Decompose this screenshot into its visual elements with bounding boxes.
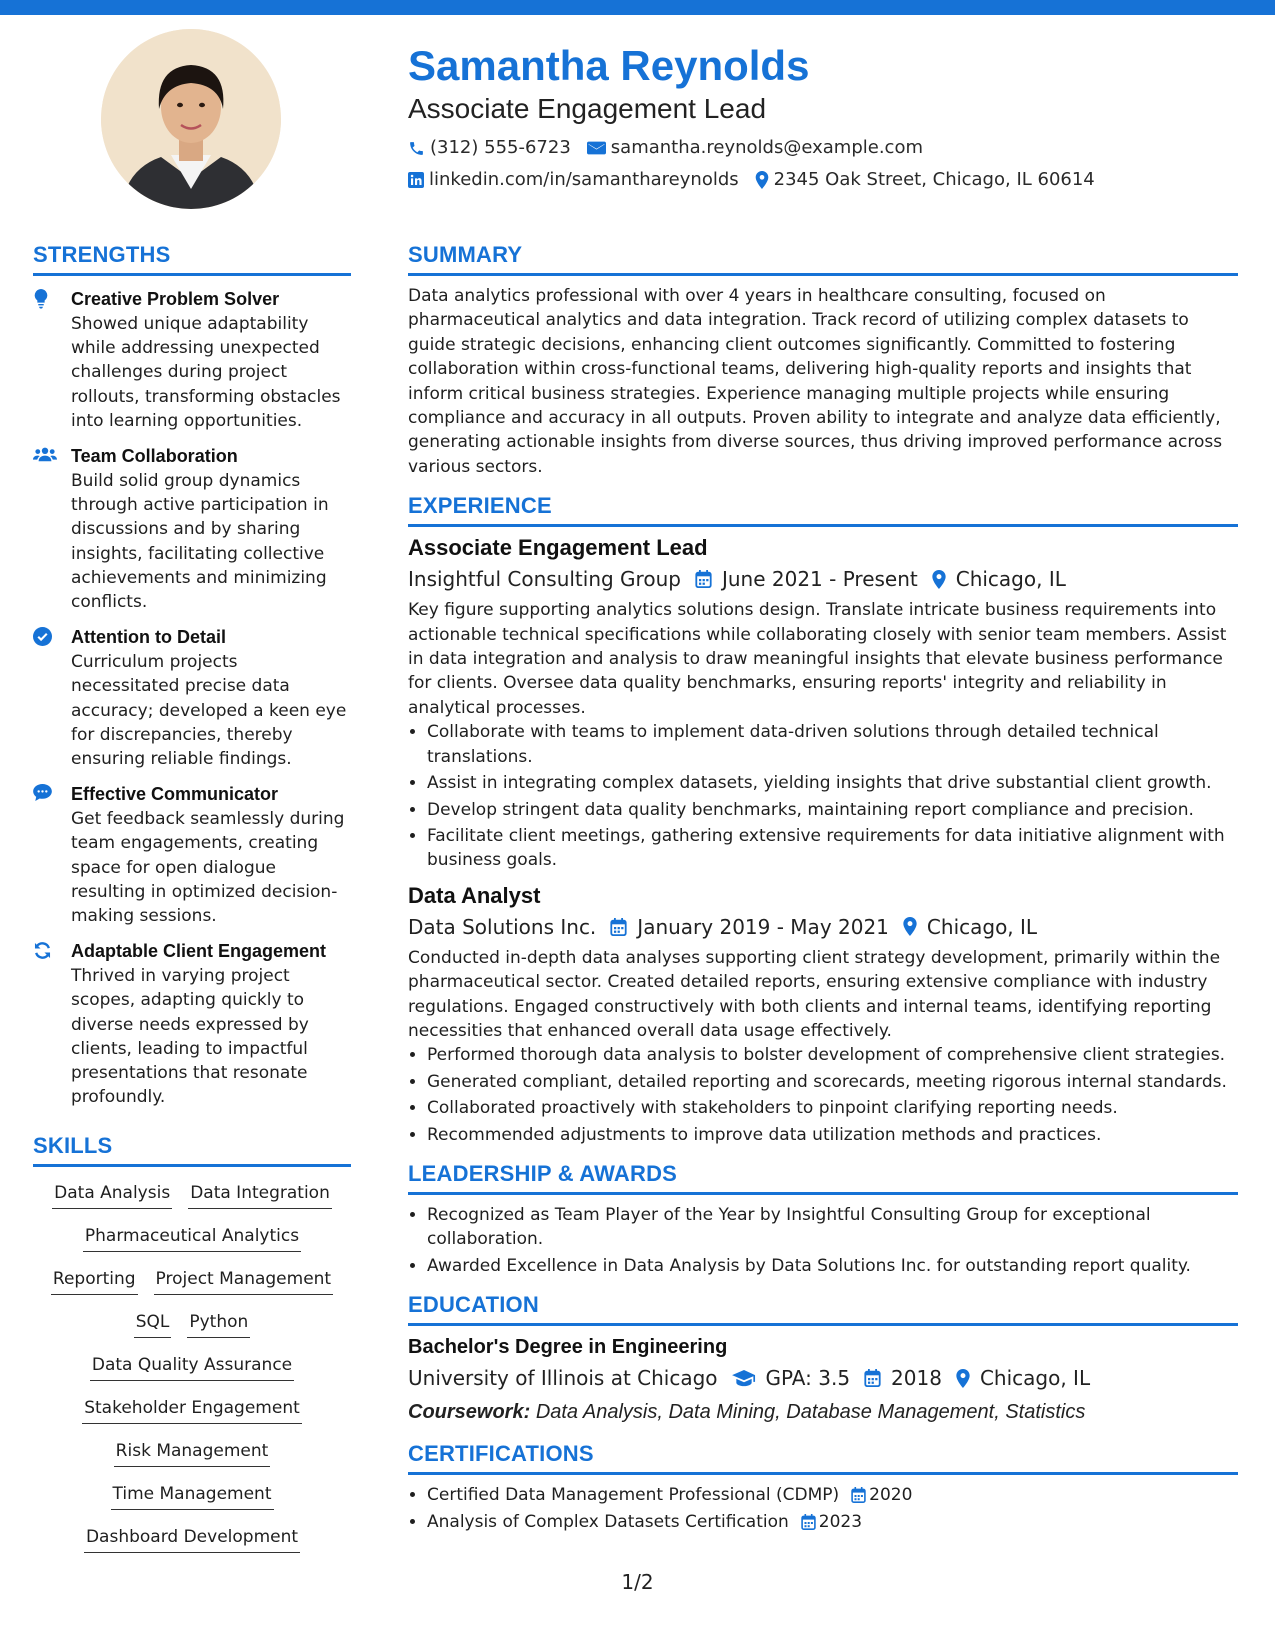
list-item: • Develop stringent data quality benchmarks, maintaining report compliance and precision. [427, 798, 1238, 822]
strength-desc: Curriculum projects necessitated precise data accuracy; developed a keen eye for discrepancies, thereby ensuring reliable findings. [71, 652, 347, 770]
awards-list [408, 1203, 1238, 1278]
skill-tag: Project Management [154, 1267, 334, 1295]
job-dates: June 2021 - Present [721, 567, 918, 592]
strength-item [33, 444, 351, 614]
resume-header [408, 40, 1238, 196]
address-text: 2345 Oak Street, Chicago, IL 60614 [773, 169, 1095, 190]
list-item [427, 1483, 1238, 1507]
list-item: • Awarded Excellence in Data Analysis by Data Solutions Inc. for outstanding report quality. [427, 1254, 1238, 1278]
linkedin-contact[interactable] [408, 164, 739, 196]
right-column [408, 242, 1238, 1536]
job-company: Insightful Consulting Group [408, 567, 681, 592]
strength-title: Effective Communicator [71, 784, 279, 805]
job-meta [408, 564, 1238, 594]
list-item: • Facilitate client meetings, gathering extensive requirements for data initiative alignment with business goals. [427, 824, 1238, 873]
check-circle-icon [33, 627, 52, 646]
education-heading: EDUCATION [408, 1292, 1238, 1326]
refresh-icon [33, 941, 52, 960]
job-bullets [408, 1043, 1238, 1147]
job-company: Data Solutions Inc. [408, 914, 597, 939]
top-accent-bar [0, 0, 1275, 15]
skill-tag: Reporting [51, 1267, 138, 1295]
job-meta [408, 912, 1238, 942]
list-item: • Recognized as Team Player of the Year by Insightful Consulting Group for exceptional collaboration. [427, 1203, 1238, 1252]
strength-title: Attention to Detail [71, 627, 226, 648]
graduation-year: 2018 [891, 1366, 942, 1391]
strength-item [33, 625, 351, 771]
job-description: Key figure supporting analytics solutions design. Translate intricate business requirements into actionable technical specifications while collaborating closely with senior team members. Assist in data integration and analysis to draw meaningful insights that elevate business performance for clients. Oversee data quality benchmarks, ensuring reports' integrity and reliability in analytical processes. [408, 600, 1227, 718]
users-icon [33, 446, 57, 462]
strength-desc: Thrived in varying project scopes, adapting quickly to diverse needs expressed by clients, leading to impactful presentations that resonate profoundly. [71, 966, 309, 1108]
skills-heading: SKILLS [33, 1133, 351, 1167]
map-pin-icon [932, 570, 946, 589]
calendar-icon [801, 1514, 816, 1530]
list-item: • Collaborate with teams to implement data-driven solutions through detailed technical translations. [427, 720, 1238, 769]
list-item: • Assist in integrating complex datasets, yielding insights that drive substantial client growth. [427, 771, 1238, 795]
skill-tag: Pharmaceutical Analytics [83, 1224, 301, 1252]
linkedin-text: linkedin.com/in/samanthareynolds [429, 169, 739, 190]
graduation-cap-icon [732, 1370, 756, 1387]
address-contact [755, 164, 1095, 196]
job-entry [408, 881, 1238, 1147]
envelope-icon [587, 140, 606, 156]
coursework-list: Data Analysis, Data Mining, Database Management, Statistics [535, 1401, 1086, 1424]
certification-name: • Analysis of Complex Datasets Certification [427, 1511, 789, 1532]
calendar-icon [864, 1369, 881, 1387]
job-description: Conducted in-depth data analyses supporting client strategy development, primarily within the pharmaceutical sector. Created detailed reports, ensuring extensive compliance with industry regulations. Engaged constructively with both clients and internal teams, identifying reporting necessities that enhanced overall data usage effectively. [408, 947, 1221, 1041]
job-location: Chicago, IL [926, 914, 1038, 939]
job-entry [408, 533, 1238, 872]
list-item: • Performed thorough data analysis to bolster development of comprehensive client strategies. [427, 1043, 1238, 1067]
certifications-list [408, 1483, 1238, 1534]
map-pin-icon [956, 1369, 970, 1388]
job-title: Data Analyst [408, 882, 541, 908]
summary-text: Data analytics professional with over 4 years in healthcare consulting, focused on pharmaceutical analytics and data integration. Track record of utilizing complex datasets to guide strategic decisions, enhancing client outcomes significantly. Committed to fostering collaboration within cross-functional teams, delivering high-quality reports and insights that inform critical business strategies. Experience managing multiple projects while ensuring compliance and accuracy in all outputs. Proven ability to integrate and analyze data efficiently, generating actionable insights from diverse sources, thus driving improved performance across various sectors. [408, 286, 1223, 477]
calendar-icon [695, 570, 712, 588]
degree-title: Bachelor's Degree in Engineering [408, 1336, 728, 1359]
experience-heading: EXPERIENCE [408, 493, 1238, 527]
awards-heading: LEADERSHIP & AWARDS [408, 1161, 1238, 1195]
strength-title: Creative Problem Solver [71, 289, 280, 309]
page-number: 1/2 [621, 1570, 654, 1594]
phone-text: (312) 555-6723 [430, 137, 571, 158]
phone-contact[interactable] [408, 132, 571, 164]
list-item: • Generated compliant, detailed reporting and scorecards, meeting rigorous internal standards. [427, 1070, 1238, 1094]
calendar-icon [610, 918, 627, 936]
skill-tag: Dashboard Development [84, 1525, 300, 1553]
list-item: • Collaborated proactively with stakeholders to pinpoint clarifying reporting needs. [427, 1096, 1238, 1120]
strength-item [33, 287, 351, 433]
strength-title: Adaptable Client Engagement [71, 941, 327, 962]
contact-info [408, 132, 1238, 196]
education-entry [408, 1332, 1238, 1427]
skill-tag: Data Quality Assurance [90, 1353, 294, 1381]
job-title: Associate Engagement Lead [408, 535, 708, 561]
skill-tag: SQL [134, 1310, 172, 1338]
skill-tag: Python [187, 1310, 250, 1338]
skill-tag: Risk Management [114, 1439, 271, 1467]
candidate-title: Associate Engagement Lead [408, 93, 767, 124]
strengths-heading: STRENGTHS [33, 242, 351, 276]
job-bullets [408, 720, 1238, 872]
calendar-icon [851, 1487, 866, 1503]
phone-icon [408, 140, 425, 157]
strength-desc: Get feedback seamlessly during team engagements, creating space for open dialogue resulting in optimized decision-making sessions. [71, 809, 345, 927]
strength-item [33, 939, 351, 1109]
skill-tag: Time Management [111, 1482, 274, 1510]
list-item [427, 1510, 1238, 1534]
skill-tag: Data Analysis [52, 1181, 172, 1209]
skill-tag: Stakeholder Engagement [82, 1396, 302, 1424]
coursework [408, 1397, 1238, 1427]
strength-desc: Build solid group dynamics through active participation in discussions and by sharing insights, facilitating collective achievements and minimizing conflicts. [71, 471, 329, 613]
map-pin-icon [903, 917, 917, 936]
coursework-label: Coursework: [408, 1401, 531, 1424]
email-contact[interactable] [587, 132, 923, 164]
skill-tag: Data Integration [188, 1181, 332, 1209]
job-location: Chicago, IL [955, 567, 1066, 592]
profile-photo [101, 29, 281, 209]
skills-list [33, 1181, 351, 1553]
gpa-text: GPA: 3.5 [765, 1366, 851, 1391]
left-column [33, 242, 351, 1568]
certification-year: 2023 [818, 1511, 863, 1532]
school-name: University of Illinois at Chicago [408, 1366, 718, 1391]
certification-name: • Certified Data Management Professional (CDMP) [427, 1485, 840, 1506]
summary-heading: SUMMARY [408, 242, 1238, 276]
certification-year: 2020 [869, 1485, 913, 1506]
strength-item [33, 782, 351, 928]
map-pin-icon [755, 171, 769, 189]
linkedin-icon [408, 172, 424, 188]
strength-title: Team Collaboration [71, 446, 238, 467]
list-item: • Recommended adjustments to improve data utilization methods and practices. [427, 1123, 1238, 1147]
strength-desc: Showed unique adaptability while addressing unexpected challenges during project rollouts, transforming obstacles into learning opportunities. [71, 314, 341, 431]
job-dates: January 2019 - May 2021 [637, 914, 889, 939]
lightbulb-icon [33, 289, 49, 309]
education-location: Chicago, IL [979, 1366, 1091, 1391]
certifications-heading: CERTIFICATIONS [408, 1441, 1238, 1475]
candidate-name: Samantha Reynolds [408, 42, 810, 89]
email-text: samantha.reynolds@example.com [610, 137, 923, 158]
education-meta [408, 1363, 1238, 1393]
chat-bubble-icon [33, 784, 52, 801]
